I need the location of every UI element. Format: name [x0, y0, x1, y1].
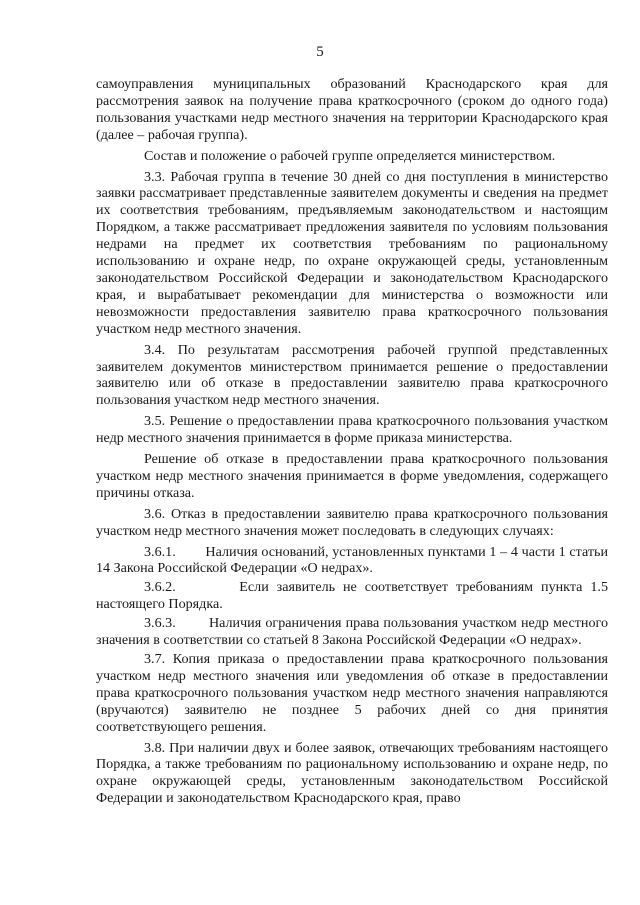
paragraph-3-8: 3.8. При наличии двух и более заявок, отвечающих требованиям настоящего Порядка, а также требованиям по рациональному использованию и охране недр, по охране окружающей среды, установленным законодательством Российской Федерации и законодательством Краснодарского края, право — [96, 739, 608, 807]
document-body — [96, 76, 612, 811]
paragraph-working-group-composition: Состав и положение о рабочей группе определяется министерством. — [144, 147, 556, 164]
paragraph-3-7: 3.7. Копия приказа о предоставлении права краткосрочного пользования участком недр местного значения или уведомления об отказе в предоставлении права краткосрочного пользования участком недр местного значения направляются (вручаются) заявителю не позднее 5 рабочих дней со дня принятия соответствующего решения. — [96, 651, 608, 735]
paragraph-3-3: 3.3. Рабочая группа в течение 30 дней со дня поступления в министерство заявки рассматривает представленные заявителем документы и сведения на предмет их соответствия требованиям, предъявляемым законодательством и настоящим Порядком, а также рассматривает предложения заявителя по условиям пользования недрами на предмет их соответствия требованиям по рациональному использованию и охране недр, по охране окружающей среды, установленным законодательством Российской Федерации и законодательством Краснодарского края, и вырабатывает рекомендации для министерства о возможности или невозможности предоставления заявителю права краткосрочного пользования участком недр местного значения. — [96, 168, 608, 337]
paragraph-3-6: 3.6. Отказ в предоставлении заявителю права краткосрочного пользования участком недр местного значения может последовать в следующих случаях: — [96, 505, 608, 539]
paragraph-refusal-decision: Решение об отказе в предоставлении права краткосрочного пользования участком недр местного значения принимается в форме уведомления, содержащего причины отказа. — [96, 451, 608, 501]
paragraph-3-4: 3.4. По результатам рассмотрения рабочей группой представленных заявителем документов министерством принимается решение о предоставлении заявителю или об отказе в предоставлении заявителю права краткосрочного пользования участком недр местного значения. — [96, 341, 608, 409]
paragraph-3-5: 3.5. Решение о предоставлении права краткосрочного пользования участком недр местного значения принимается в форме приказа министерства. — [96, 413, 608, 447]
paragraph-3-6-2: 3.6.2. Если заявитель не соответствует требованиям пункта 1.5 настоящего Порядка. — [96, 579, 612, 613]
paragraph-continuation: самоуправления муниципальных образований Краснодарского края для рассмотрения заявок на получение права краткосрочного (сроком до одного года) пользования участками недр местного значения на территории Краснодарского края (далее – рабочая группа). — [96, 76, 608, 143]
paragraph-3-6-1: 3.6.1. Наличия оснований, установленных пунктами 1 – 4 части 1 статьи 14 Закона Российской Федерации «О недрах». — [96, 543, 612, 577]
page-number: 5 — [316, 44, 324, 60]
paragraph-3-6-3: 3.6.3. Наличия ограничения права пользования участком недр местного значения в соответствии со статьей 8 Закона Российской Федерации «О недрах». — [96, 615, 612, 649]
